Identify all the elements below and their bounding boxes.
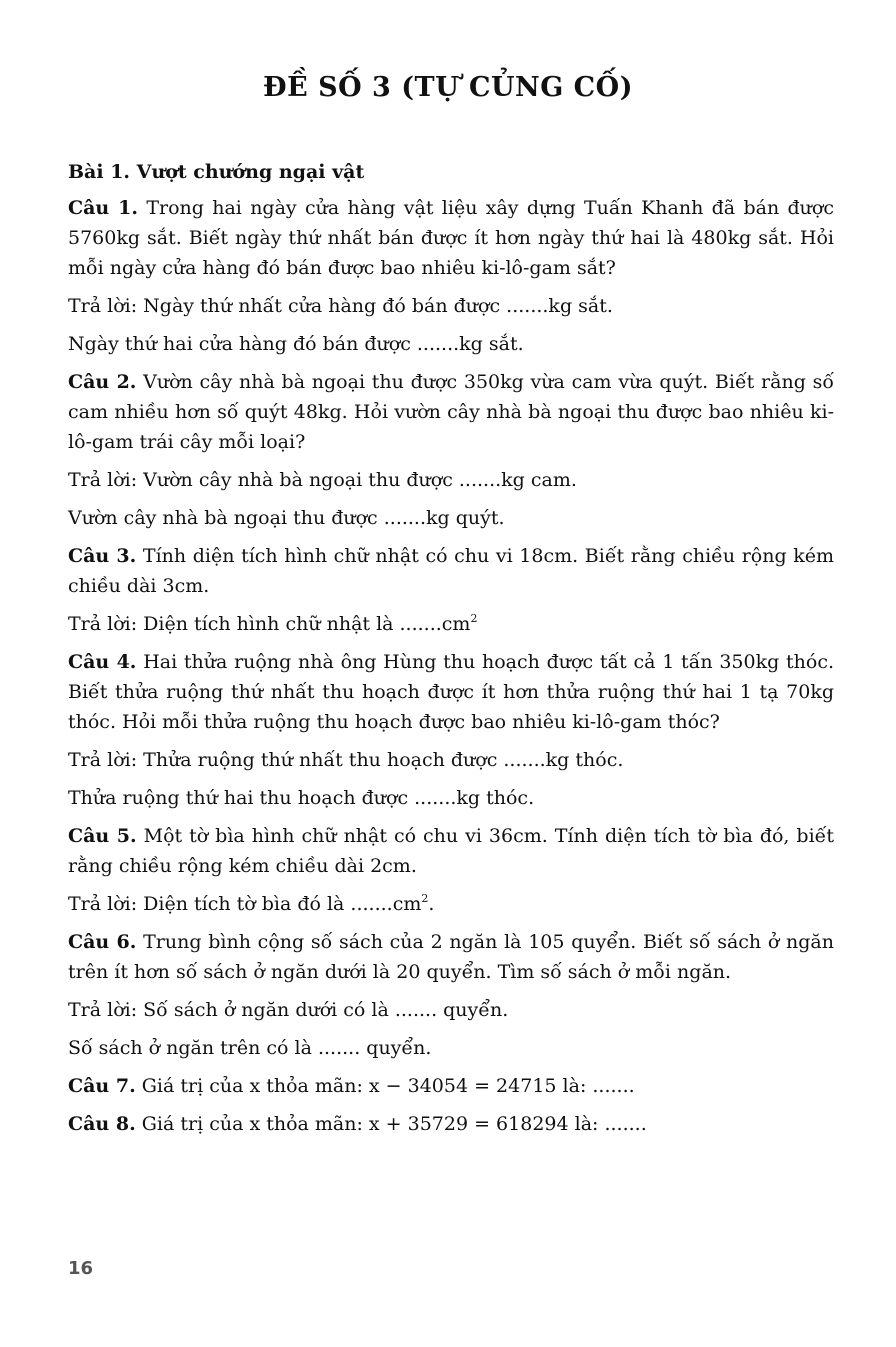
answer-line: Ngày thứ hai cửa hàng đó bán được .......kg sắt. bbox=[68, 333, 524, 355]
page-title: ĐỀ SỐ 3 (TỰ CỦNG CỐ) bbox=[263, 72, 633, 103]
exercise-content bbox=[68, 157, 834, 1147]
answer-text: Trả lời: Diện tích tờ bìa đó là .......cm bbox=[68, 893, 422, 915]
unit-exponent: 2 bbox=[470, 612, 478, 625]
question-label: Câu 6. bbox=[68, 931, 137, 953]
question-7 bbox=[68, 1071, 834, 1101]
answer-line: Vườn cây nhà bà ngoại thu được .......kg quýt. bbox=[68, 507, 505, 529]
question-5 bbox=[68, 821, 834, 881]
answer-line: Trả lời: Ngày thứ nhất cửa hàng đó bán được .......kg sắt. bbox=[68, 295, 613, 317]
question-6 bbox=[68, 927, 834, 987]
question-8 bbox=[68, 1109, 834, 1139]
question-text: Hai thửa ruộng nhà ông Hùng thu hoạch được tất cả 1 tấn 350kg thóc. Biết thửa ruộng thứ nhất thu hoạch được ít hơn thửa ruộng thứ hai 1 tạ 70kg thóc. Hỏi mỗi thửa ruộng thu hoạch được bao nhiêu ki-lô-gam thóc? bbox=[68, 651, 835, 733]
answer-line: Số sách ở ngăn trên có là ....... quyển. bbox=[68, 1037, 432, 1059]
answer-line bbox=[68, 889, 834, 919]
answer-suffix: . bbox=[428, 893, 435, 915]
answer-line: Trả lời: Thửa ruộng thứ nhất thu hoạch được .......kg thóc. bbox=[68, 749, 624, 771]
question-label: Câu 3. bbox=[68, 545, 137, 567]
page-number: 16 bbox=[68, 1258, 94, 1279]
unit-exponent: 2 bbox=[421, 892, 429, 905]
answer-line: Trả lời: Vườn cây nhà bà ngoại thu được .......kg cam. bbox=[68, 469, 577, 491]
question-text: Vườn cây nhà bà ngoại thu được 350kg vừa cam vừa quýt. Biết rằng số cam nhiều hơn số quýt 48kg. Hỏi vườn cây nhà bà ngoại thu được bao nhiêu ki-lô-gam trái cây mỗi loại? bbox=[68, 371, 834, 453]
question-text: Trong hai ngày cửa hàng vật liệu xây dựng Tuấn Khanh đã bán được 5760kg sắt. Biết ngày thứ nhất bán được ít hơn ngày thứ hai là 480kg sắt. Hỏi mỗi ngày cửa hàng đó bán được bao nhiêu ki-lô-gam sắt? bbox=[68, 197, 834, 279]
question-label: Câu 2. bbox=[68, 371, 137, 393]
question-3 bbox=[68, 541, 834, 601]
answer-line: Trả lời: Số sách ở ngăn dưới có là ....... quyển. bbox=[68, 999, 509, 1021]
answer-line: Thửa ruộng thứ hai thu hoạch được .......kg thóc. bbox=[68, 787, 535, 809]
question-label: Câu 8. bbox=[68, 1113, 136, 1135]
answer-line bbox=[68, 609, 834, 639]
section-heading: Bài 1. Vượt chướng ngại vật bbox=[68, 161, 365, 183]
question-text: Giá trị của x thỏa mãn: x − 34054 = 24715 là: ....... bbox=[141, 1075, 635, 1097]
question-1 bbox=[68, 193, 834, 283]
question-2 bbox=[68, 367, 834, 457]
answer-text: Trả lời: Diện tích hình chữ nhật là .......cm bbox=[68, 613, 471, 635]
question-label: Câu 1. bbox=[68, 197, 138, 219]
question-4 bbox=[68, 647, 834, 737]
question-label: Câu 5. bbox=[68, 825, 137, 847]
question-text: Tính diện tích hình chữ nhật có chu vi 18cm. Biết rằng chiều rộng kém chiều dài 3cm. bbox=[68, 545, 834, 597]
question-text: Trung bình cộng số sách của 2 ngăn là 105 quyển. Biết số sách ở ngăn trên ít hơn số sách ở ngăn dưới là 20 quyển. Tìm số sách ở mỗi ngăn. bbox=[68, 931, 835, 983]
question-text: Giá trị của x thỏa mãn: x + 35729 = 618294 là: ....... bbox=[141, 1113, 647, 1135]
question-label: Câu 4. bbox=[68, 651, 137, 673]
question-text: Một tờ bìa hình chữ nhật có chu vi 36cm. Tính diện tích tờ bìa đó, biết rằng chiều rộng kém chiều dài 2cm. bbox=[68, 825, 834, 877]
question-label: Câu 7. bbox=[68, 1075, 136, 1097]
